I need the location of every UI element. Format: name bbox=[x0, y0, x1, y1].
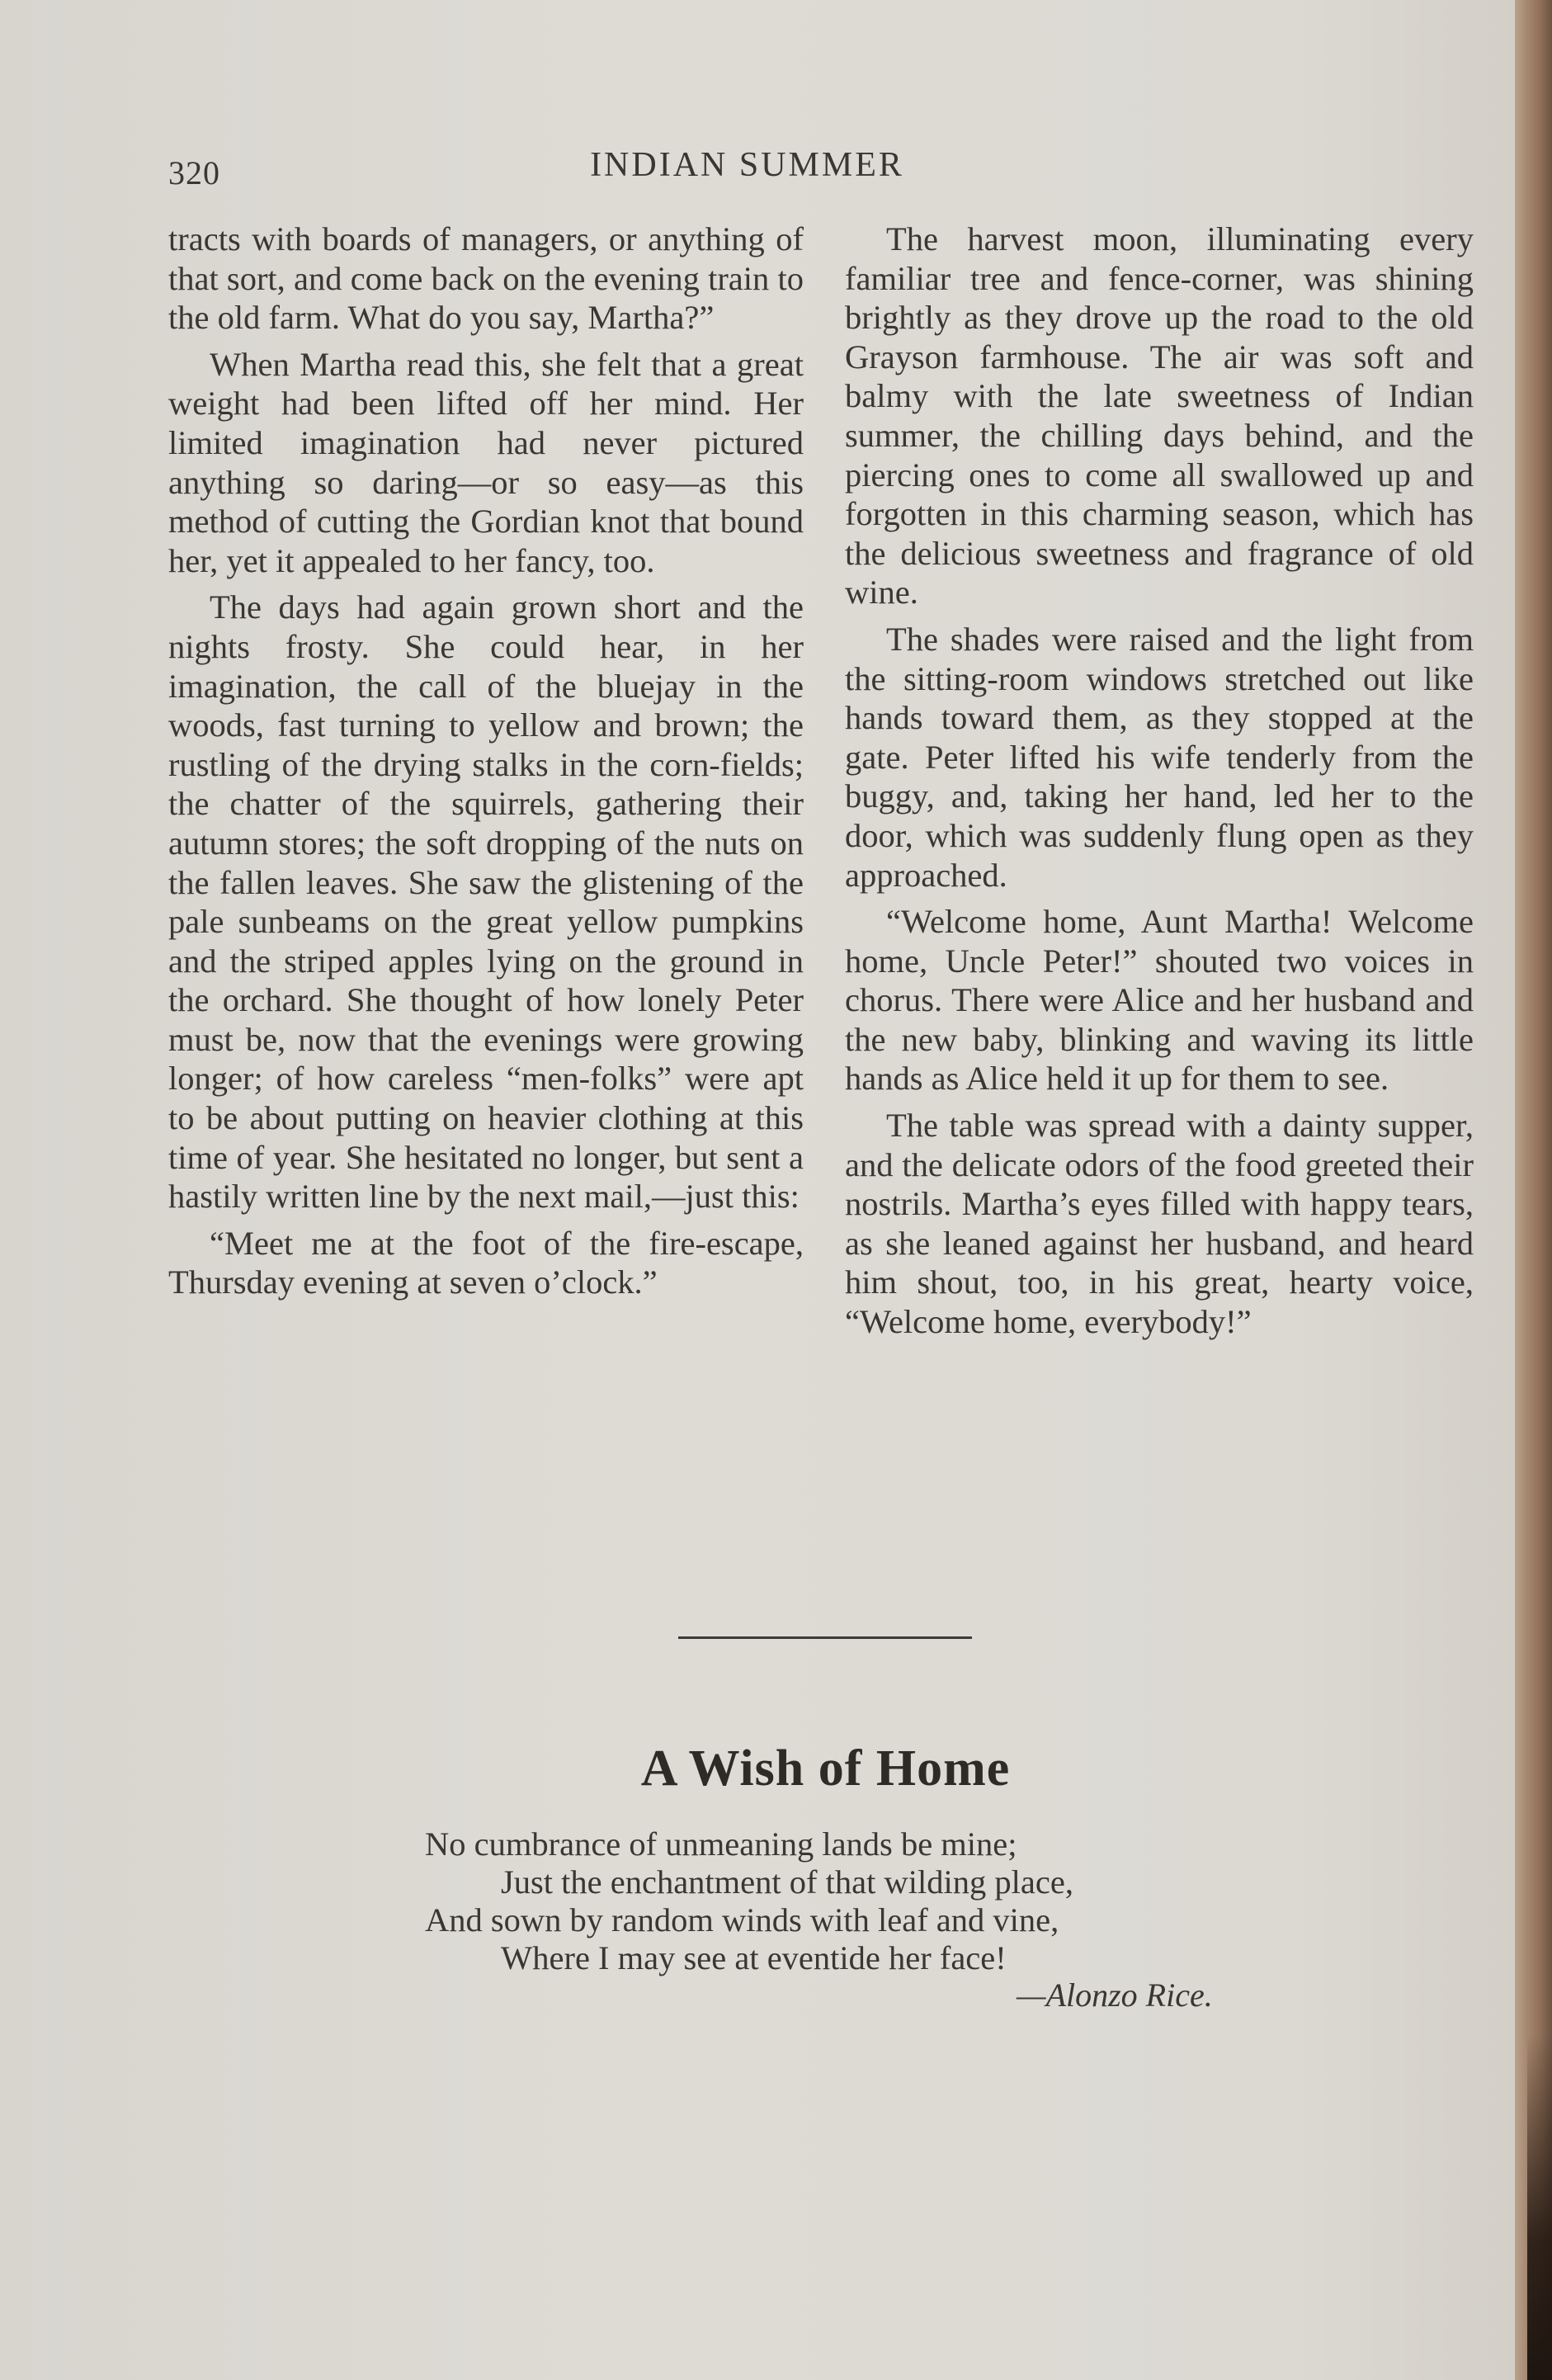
paragraph: The harvest moon, illuminating every familiar tree and fence-corner, was shining brightly as they drove up the road to the old Grayson farmhouse. The air was soft and balmy with the late sweetness of Indian summer, the chilling days behind, and the piercing ones to come all swallowed up and forgotten in this charming season, which has the delicious sweetness and fragrance of old wine. bbox=[845, 220, 1474, 612]
poem bbox=[425, 1825, 1073, 1977]
poem-line: And sown by random winds with leaf and vine, bbox=[425, 1901, 1059, 1938]
poem-title-text: A Wish of Home bbox=[640, 1740, 1011, 1797]
page-number: 320 bbox=[168, 154, 220, 191]
poem-attribution: —Alonzo Rice. bbox=[1017, 1976, 1213, 2014]
paragraph: “Meet me at the foot of the fire-escape, Thursday evening at seven o’clock.” bbox=[168, 1224, 804, 1301]
running-head-text: INDIAN SUMMER bbox=[590, 146, 904, 184]
paragraph: The days had again grown short and the nights frosty. She could hear, in her imagination, the call of the bluejay in the woods, fast turning to yellow and brown; the rustling of the drying stalks in the corn-fields; the chatter of the squirrels, gathering their autumn stores; the soft dropping of the nuts on the fallen leaves. She saw the glistening of the pale sunbeams on the great yellow pumpkins and the striped apples lying on the ground in the orchard. She thought of how lonely Peter must be, now that the evenings were growing longer; of how careless “men-folks” were apt to be about putting on heavier clothing at this time of year. She hesitated no longer, but sent a hastily written line by the next mail,—just this: bbox=[168, 588, 804, 1216]
book-spine-shadow bbox=[1527, 2033, 1552, 2380]
poem-line: Just the enchantment of that wilding place, bbox=[501, 1863, 1073, 1901]
poem-title bbox=[0, 1740, 1552, 1798]
paragraph: When Martha read this, she felt that a great weight had been lifted off her mind. Her limited imagination had never pictured anything so daring—or so easy—as this method of cutting the Gordian knot that bound her, yet it appealed to her fancy, too. bbox=[168, 345, 804, 579]
poem-line: No cumbrance of unmeaning lands be mine; bbox=[425, 1825, 1017, 1863]
book-spine-edge bbox=[1515, 0, 1552, 2380]
paragraph: tracts with boards of managers, or anything of that sort, and come back on the evening train to the old farm. What do you say, Martha?” bbox=[168, 220, 804, 337]
running-head bbox=[0, 145, 1552, 185]
poem-line: Where I may see at eventide her face! bbox=[501, 1939, 1007, 1976]
left-column bbox=[168, 220, 804, 1310]
paragraph: “Welcome home, Aunt Martha! Welcome home, Uncle Peter!” shouted two voices in chorus. There were Alice and her husband and the new baby, blinking and waving its little hands as Alice held it up for them to see. bbox=[845, 903, 1474, 1098]
section-divider bbox=[678, 1636, 972, 1639]
paragraph: The shades were raised and the light from the sitting-room windows stretched out like hands toward them, as they stopped at the gate. Peter lifted his wife tenderly from the buggy, and, taking her hand, led her to the door, which was suddenly flung open as they approached. bbox=[845, 620, 1474, 894]
paragraph: The table was spread with a dainty supper, and the delicate odors of the food greeted their nostrils. Martha’s eyes filled with happy tears, as she leaned against her husband, and heard him shout, too, in his great, hearty voice, “Welcome home, everybody!” bbox=[845, 1107, 1474, 1341]
right-column bbox=[845, 220, 1474, 1349]
